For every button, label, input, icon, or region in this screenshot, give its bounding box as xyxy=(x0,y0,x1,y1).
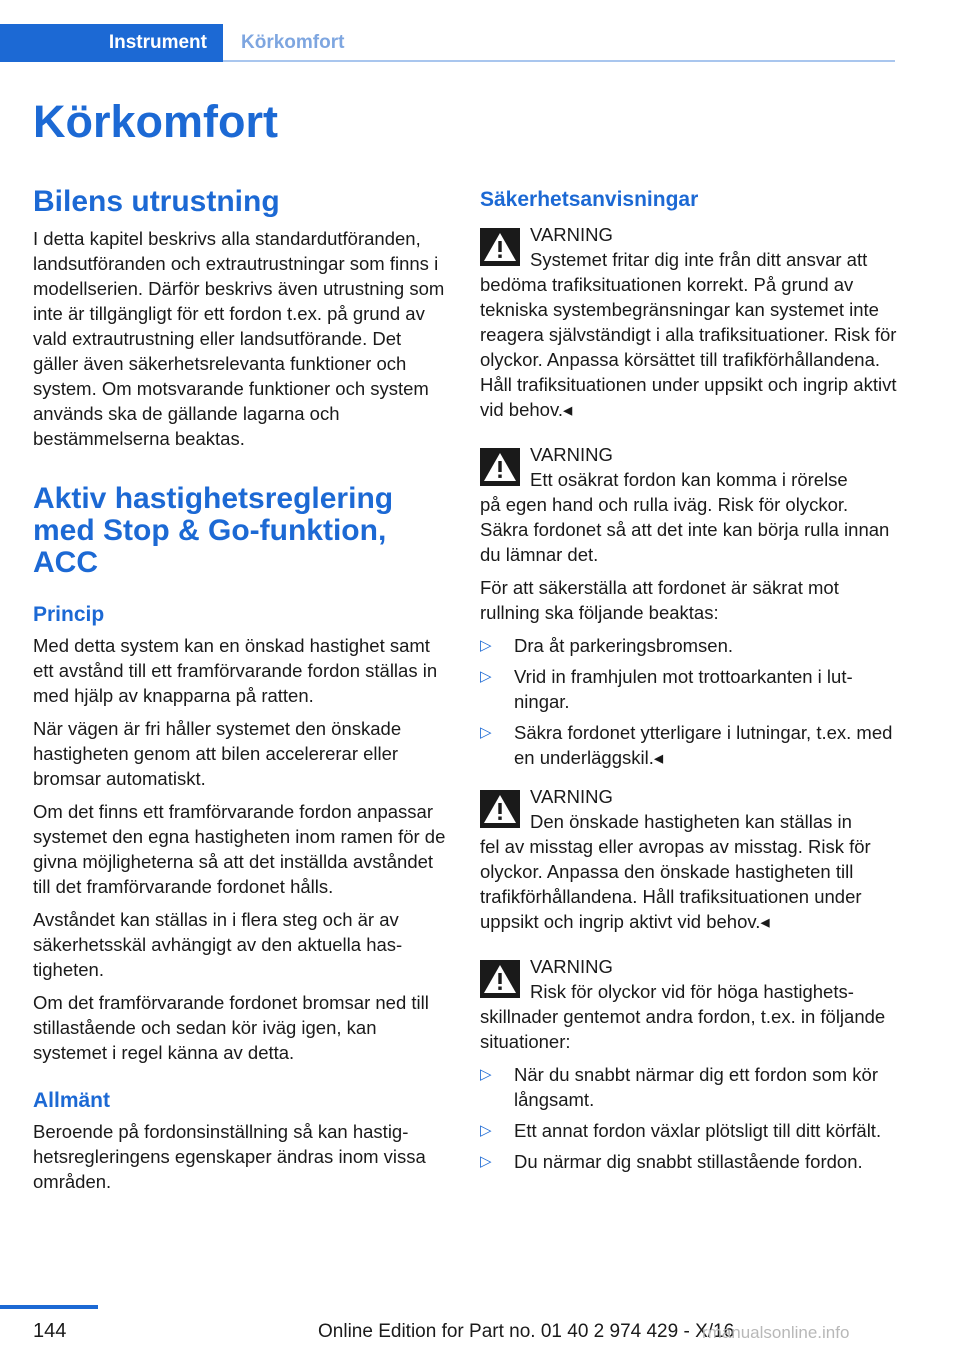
list-item-text: Vrid in framhjulen mot trottoarkanten i lutningar. xyxy=(514,666,853,712)
warning-rest: fel av misstag eller avropas av misstag. Risk för olyckor. Anpassa den önskade hastigheten till trafikförhållandena. Håll trafiksituationen under uppsikt och ingrip aktivt vid behov.◂ xyxy=(480,836,871,932)
warning-heading: VARNING xyxy=(530,956,613,977)
paragraph: Om det framförvarande fordonet bromsar ned till stillastående och sedan kör iväg igen, kan systemet i regel känna av detta. xyxy=(33,992,429,1063)
list-item xyxy=(480,1062,898,1112)
tab-korkomfort[interactable]: Körkomfort xyxy=(241,32,345,53)
warning-first-line: Systemet fritar dig inte från ditt ansvar att xyxy=(530,249,868,270)
warning-block xyxy=(480,954,898,1054)
warning-first-line: Den önskade hastigheten kan ställas in xyxy=(530,811,852,832)
tab-instrument[interactable]: Instrument xyxy=(0,24,223,62)
page-number: 144 xyxy=(33,1320,67,1342)
section-title-bilens-utrustning: Bilens utrustning xyxy=(33,185,280,218)
subheading-princip: Princip xyxy=(33,603,105,626)
warning-triangle-icon xyxy=(480,448,520,486)
list-item-text: Säkra fordonet ytterligare i lutningar, t.ex. med en underläggskil.◂ xyxy=(514,722,893,768)
paragraph: I detta kapitel beskrivs alla standardutföranden, landsutföranden och extrautrustningar som finns i modellserien. Därför beskrivs även utrustning som inte är tillgängligt för ett fordon t.ex. på grund av vald extrautrustning eller landsutförande. Det gäller även säkerhetsrelevanta funktioner och system. Om motsvarande funktioner och system används ska de gällande lagarna och bestämmelserna beaktas. xyxy=(33,228,445,449)
warning-rest: bedöma trafiksituationen korrekt. På grund av tekniska systembegränsningar kan systemet inte reagera självständigt i alla trafiksituationer. Risk för olyckor. Anpassa körsättet till trafikförhållandena. Håll trafiksituationen under uppsikt och ingrip aktivt vid behov.◂ xyxy=(480,274,897,420)
warning-heading: VARNING xyxy=(530,444,613,465)
list-item xyxy=(480,1149,898,1174)
list-item-text: Ett annat fordon växlar plötsligt till ditt körfält. xyxy=(514,1120,882,1141)
warning-rest: skillnader gentemot andra fordon, t.ex. in följande situationer: xyxy=(480,1006,886,1052)
footer-edition: Online Edition for Part no. 01 40 2 974 429 - X/16 xyxy=(318,1321,735,1342)
warning-heading: VARNING xyxy=(530,786,613,807)
warning-heading: VARNING xyxy=(530,224,613,245)
bullet-triangle-icon: ▷ xyxy=(480,1122,492,1139)
list-item-text: När du snabbt närmar dig ett fordon som kör långsamt. xyxy=(514,1064,879,1110)
paragraph: Med detta system kan en önskad hastighet samt ett avstånd till ett framförvarande fordon ställas in med hjälp av knapparna på ratten. xyxy=(33,635,438,706)
warning-triangle-icon xyxy=(480,960,520,998)
bullet-triangle-icon: ▷ xyxy=(480,1066,492,1083)
list-item-text: Du närmar dig snabbt stillastående fordon. xyxy=(514,1151,863,1172)
bullet-triangle-icon: ▷ xyxy=(480,1153,492,1170)
paragraph: För att säkerställa att fordonet är säkrat mot rullning ska följande beaktas: xyxy=(480,577,839,623)
warning-first-line: Risk för olyckor vid för höga hastighets- xyxy=(530,981,854,1002)
warning-rest: på egen hand och rulla iväg. Risk för olyckor. Säkra fordonet så att det inte kan börja rulla innan du lämnar det. xyxy=(480,494,890,565)
warning-block xyxy=(480,784,898,934)
warning-first-line: Ett osäkrat fordon kan komma i rörelse xyxy=(530,469,848,490)
warning-text xyxy=(480,247,898,422)
page-title: Körkomfort xyxy=(33,96,278,147)
bullet-list xyxy=(480,1062,898,1174)
footer-rule xyxy=(0,1305,98,1309)
list-item xyxy=(480,1118,898,1143)
bullet-triangle-icon: ▷ xyxy=(480,637,492,654)
paragraph: När vägen är fri håller systemet den önskade hastigheten genom att bilen accelererar eller bromsar automatiskt. xyxy=(33,718,402,789)
warning-text xyxy=(480,467,898,567)
watermark: rmanualsonline.info xyxy=(702,1323,850,1342)
subheading-allmant: Allmänt xyxy=(33,1089,111,1112)
paragraph: Avståndet kan ställas in i flera steg och är av säkerhetsskäl avhängigt av den aktuella hastigheten. xyxy=(33,909,403,980)
left-column xyxy=(33,186,448,1202)
subheading-sakerhetsanvisningar: Säkerhetsanvisningar xyxy=(480,188,699,211)
warning-triangle-icon xyxy=(480,228,520,266)
right-column xyxy=(480,186,898,1182)
section-title-acc: Aktiv hastighetsreglering med Stop & Go-funktion, ACC xyxy=(33,482,394,579)
warning-block xyxy=(480,442,898,567)
paragraph: Om det finns ett framförvarande fordon anpassar systemet den egna hastigheten inom ramen för de givna möjligheterna så att det inställda avståndet till det framförvarande fordonet hålls. xyxy=(33,801,446,897)
warning-text xyxy=(480,979,898,1054)
list-item-text: Dra åt parkeringsbromsen. xyxy=(514,635,734,656)
paragraph: Beroende på fordonsinställning så kan hastighetsregleringens egenskaper ändras inom vissa områden. xyxy=(33,1121,426,1192)
bullet-triangle-icon: ▷ xyxy=(480,724,492,741)
header-bar xyxy=(0,0,895,62)
bullet-triangle-icon: ▷ xyxy=(480,668,492,685)
bullet-list xyxy=(480,633,898,770)
list-item xyxy=(480,664,898,714)
header-rule xyxy=(223,60,895,62)
warning-text xyxy=(480,809,898,934)
warning-block xyxy=(480,222,898,422)
warning-triangle-icon xyxy=(480,790,520,828)
list-item xyxy=(480,720,898,770)
list-item xyxy=(480,633,898,658)
